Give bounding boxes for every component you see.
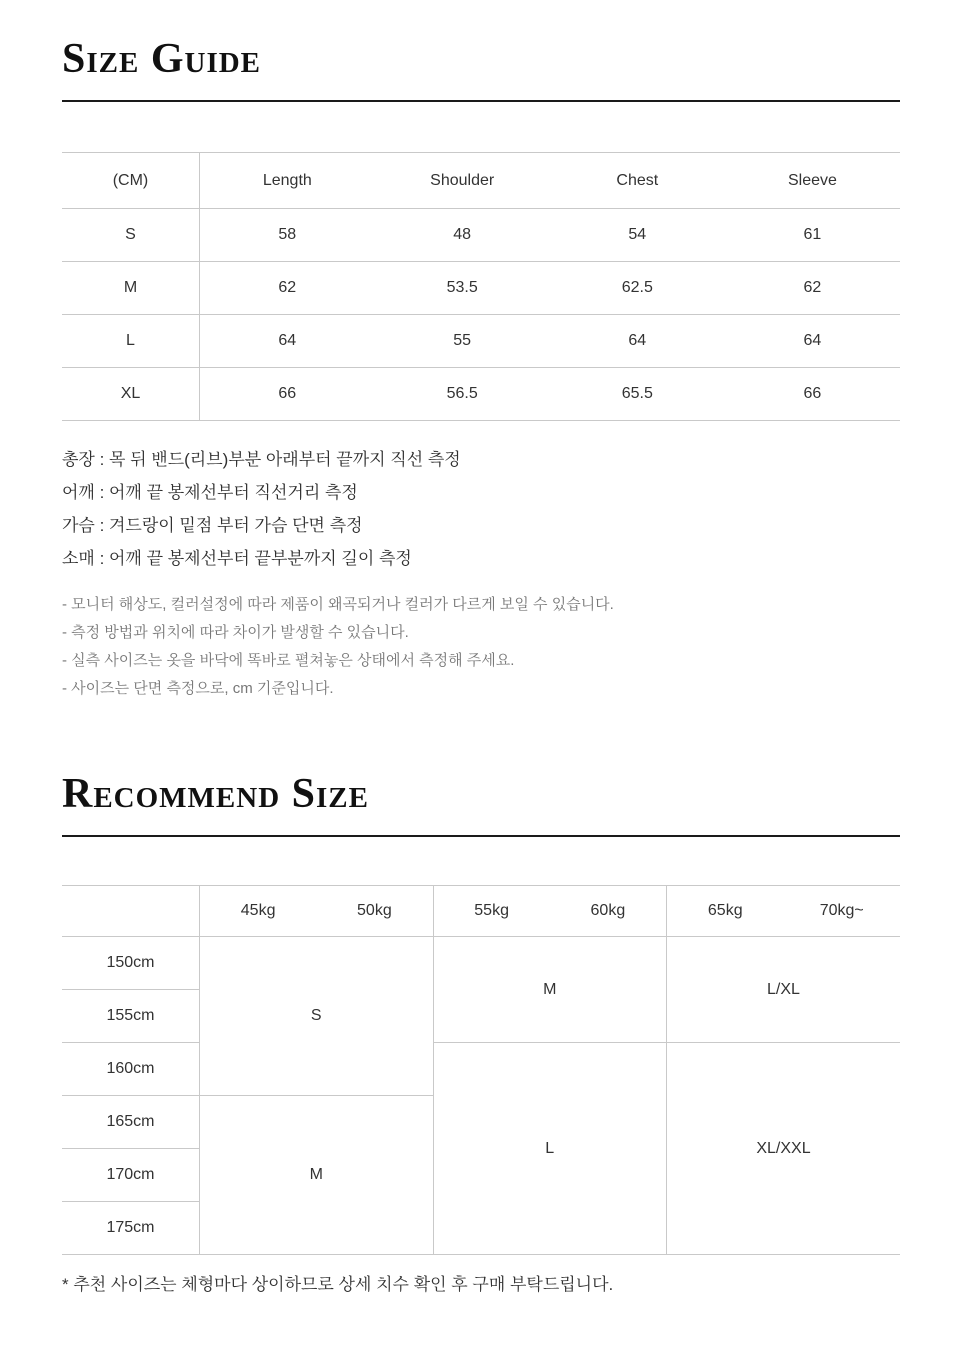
weight-label: 55kg (474, 902, 509, 919)
size-guide-title: Size Guide (62, 36, 262, 82)
measure-line-sleeve: 소매 : 어깨 끝 봉제선부터 끝부분까지 길이 측정 (62, 549, 412, 568)
recommend-table (62, 885, 900, 1255)
size-value: 58 (200, 209, 375, 262)
size-value: 62 (725, 262, 900, 315)
recommend-footnote: * 추천 사이즈는 체형마다 상이하므로 상세 치수 확인 후 구매 부탁드립니다. (62, 1275, 614, 1294)
size-table-col-chest: Chest (550, 153, 725, 209)
recommend-size-title-rule (62, 835, 900, 837)
size-table-row-l (62, 315, 900, 368)
size-label: L (62, 315, 200, 368)
recommend-cell-m-upper: M (433, 937, 667, 1043)
size-value: 56.5 (375, 368, 550, 421)
recommend-row-160 (62, 1043, 900, 1096)
measure-line-chest: 가슴 : 겨드랑이 밑점 부터 가슴 단면 측정 (62, 516, 363, 535)
size-label: M (62, 262, 200, 315)
size-table-col-length: Length (200, 153, 375, 209)
size-value: 64 (550, 315, 725, 368)
height-label: 175cm (62, 1202, 200, 1255)
weight-group-1 (200, 886, 434, 937)
weight-group-3 (667, 886, 901, 937)
size-value: 64 (725, 315, 900, 368)
recommend-cell-l: L (433, 1043, 667, 1255)
size-value: 66 (200, 368, 375, 421)
height-label: 155cm (62, 990, 200, 1043)
recommend-header-row (62, 886, 900, 937)
measurement-definitions (62, 443, 900, 575)
height-label: 160cm (62, 1043, 200, 1096)
weight-label: 70kg~ (819, 902, 864, 919)
size-value: 61 (725, 209, 900, 262)
weight-label: 50kg (357, 902, 392, 919)
size-value: 66 (725, 368, 900, 421)
recommend-cell-s: S (200, 937, 434, 1096)
size-guide-notes (62, 591, 900, 703)
size-table-col-sleeve: Sleeve (725, 153, 900, 209)
weight-label: 45kg (240, 902, 276, 919)
size-table-row-xl (62, 368, 900, 421)
size-label: XL (62, 368, 200, 421)
size-value: 55 (375, 315, 550, 368)
size-table-row-m (62, 262, 900, 315)
size-value: 62 (200, 262, 375, 315)
recommend-header-empty (62, 886, 200, 937)
recommend-size-title: Recommend Size (62, 771, 369, 817)
measure-line-length: 총장 : 목 뒤 밴드(리브)부분 아래부터 끝까지 직선 측정 (62, 450, 461, 469)
recommend-cell-lxl: L/XL (667, 937, 901, 1043)
size-value: 53.5 (375, 262, 550, 315)
weight-group-2 (433, 886, 667, 937)
note-line: - 실측 사이즈는 옷을 바닥에 똑바로 펼쳐놓은 상태에서 측정해 주세요. (62, 652, 515, 669)
size-value: 64 (200, 315, 375, 368)
size-table (62, 152, 900, 421)
weight-label: 65kg (707, 902, 743, 919)
size-value: 65.5 (550, 368, 725, 421)
recommend-cell-m-lower: M (200, 1096, 434, 1255)
size-label: S (62, 209, 200, 262)
size-table-row-s (62, 209, 900, 262)
size-value: 62.5 (550, 262, 725, 315)
size-table-header-row (62, 153, 900, 209)
note-line: - 모니터 해상도, 컬러설정에 따라 제품이 왜곡되거나 컬러가 다르게 보일 수 있습니다. (62, 596, 614, 613)
height-label: 170cm (62, 1149, 200, 1202)
height-label: 150cm (62, 937, 200, 990)
note-line: - 측정 방법과 위치에 따라 차이가 발생할 수 있습니다. (62, 624, 409, 641)
size-table-col-shoulder: Shoulder (375, 153, 550, 209)
recommend-cell-xlxxl: XL/XXL (667, 1043, 901, 1255)
weight-label: 60kg (590, 902, 626, 919)
size-table-unit-header: (CM) (62, 153, 200, 209)
note-line: - 사이즈는 단면 측정으로, cm 기준입니다. (62, 680, 334, 697)
measure-line-shoulder: 어깨 : 어깨 끝 봉제선부터 직선거리 측정 (62, 483, 358, 502)
height-label: 165cm (62, 1096, 200, 1149)
size-value: 48 (375, 209, 550, 262)
recommend-row-150 (62, 937, 900, 990)
size-value: 54 (550, 209, 725, 262)
size-guide-title-rule (62, 100, 900, 102)
